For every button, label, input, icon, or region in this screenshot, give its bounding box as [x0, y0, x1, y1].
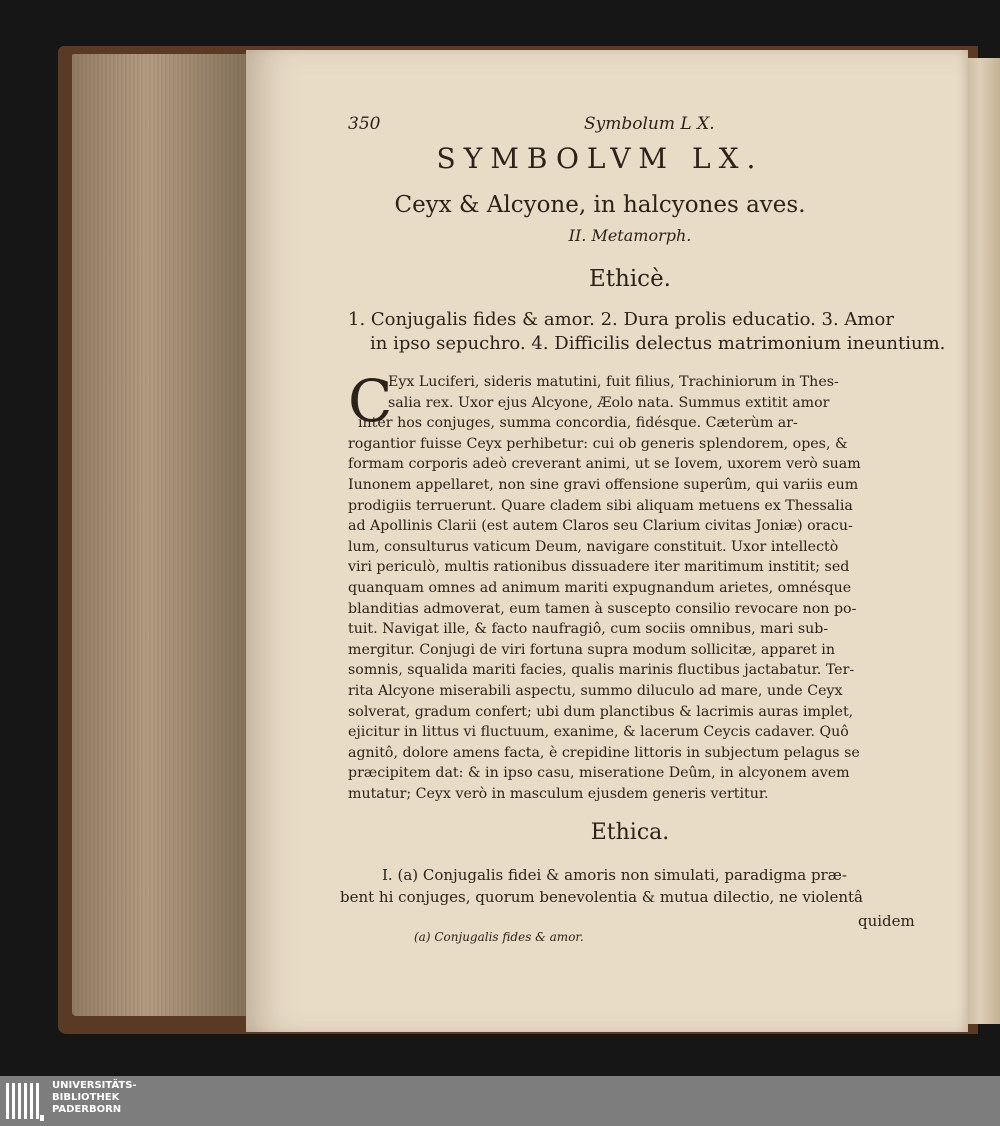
narrative-body	[348, 367, 926, 804]
library-name	[52, 1080, 137, 1116]
ethice-line: in ipso sepuchro. 4. Difficilis delectus matrimonium ineuntium.	[370, 333, 946, 354]
body-line: ad Apollinis Clarii (est autem Claros seu Clarium civitas Joniæ) oracu-	[348, 518, 853, 535]
body-line: viri periculò, multis rationibus dissuadere iter maritimum institit; sed	[348, 559, 850, 576]
page-header	[348, 114, 908, 138]
body-line: blanditias admoverat, eum tamen à suscepto consilio revocare non po-	[348, 600, 857, 617]
body-line: solverat, gradum confert; ubi dum planctibus & lacrimis auras implet,	[348, 703, 854, 720]
body-line: agnitô, dolore amens facta, è crepidine littoris in subjectum pelagus se	[348, 744, 860, 761]
body-line: lum, consulturus vaticum Deum, navigare constituit. Uxor intellectò	[348, 538, 839, 555]
body-line: somnis, squalida mariti facies, qualis marinis fluctibus jactabatur. Ter-	[348, 662, 855, 679]
symbol-subtitle: Ceyx & Alcyone, in halcyones aves.	[394, 192, 806, 218]
ethice-line: 1. Conjugalis fides & amor. 2. Dura prolis educatio. 3. Amor	[348, 309, 894, 330]
library-name-line: PADERBORN	[52, 1104, 122, 1115]
library-name-line: BIBLIOTHEK	[52, 1092, 120, 1103]
running-head: Symbolum L X.	[584, 114, 715, 134]
library-footer	[0, 1076, 1000, 1126]
page-number: 350	[348, 114, 381, 134]
heading-ethica: Ethica.	[590, 820, 670, 845]
drop-cap: C	[348, 367, 393, 435]
library-logo-icon	[4, 1079, 46, 1123]
library-name-line: UNIVERSITÄTS-	[52, 1080, 137, 1091]
ethica-text	[340, 864, 918, 908]
body-line: mergitur. Conjugi de viri fortuna supra modum sollicitæ, apparet in	[348, 641, 835, 658]
body-line: formam corporis adeò creverant animi, ut se Iovem, uxorem verò suam	[348, 456, 861, 473]
body-line: prodigiis terruerunt. Quare cladem sibi aliquam metuens ex Thessalia	[348, 497, 853, 514]
ethica-line: I. (a) Conjugalis fidei & amoris non simulati, paradigma præ-	[382, 866, 847, 884]
body-line: Eyx Luciferi, sideris matutini, fuit filius, Trachiniorum in Thes-	[388, 374, 839, 390]
heading-ethice: Ethicè.	[588, 266, 671, 292]
body-line: inter hos conjuges, summa concordia, fidésque. Cæterùm ar-	[358, 415, 798, 432]
body-line: rita Alcyone miserabili aspectu, summo diluculo ad mare, unde Ceyx	[348, 682, 843, 699]
symbol-title: SYMBOLVM LX.	[436, 142, 764, 175]
body-line: ejicitur in littus vi fluctuum, exanime, & lacerum Ceycis cadaver. Quô	[348, 724, 849, 741]
body-line: tuit. Navigat ille, & facto naufragiô, cum sociis omnibus, mari sub-	[348, 621, 829, 638]
body-line: præcipitem dat: & in ipso casu, miseratione Deûm, in alcyonem avem	[348, 765, 850, 782]
ethica-line: bent hi conjuges, quorum benevolentia & mutua dilectio, ne violentâ	[340, 888, 863, 906]
body-line: salia rex. Uxor ejus Alcyone, Æolo nata. Summus extitit amor	[388, 394, 830, 411]
book-fore-edge	[72, 54, 260, 1016]
body-line: mutatur; Ceyx verò in masculum ejusdem generis vertitur.	[348, 785, 769, 802]
body-line: Iunonem appellaret, non sine gravi offensione superûm, qui variis eum	[348, 476, 859, 493]
ethice-points	[348, 308, 946, 356]
facing-page-edge	[966, 58, 1000, 1024]
catchword: quidem	[858, 912, 915, 930]
footnote: (a) Conjugalis fides & amor.	[414, 930, 584, 944]
body-line: quanquam omnes ad animum mariti expugnandum arietes, omnésque	[348, 579, 852, 596]
body-line: rogantior fuisse Ceyx perhibetur: cui ob generis splendorem, opes, &	[348, 435, 848, 452]
source-reference: II. Metamorph.	[568, 226, 692, 245]
